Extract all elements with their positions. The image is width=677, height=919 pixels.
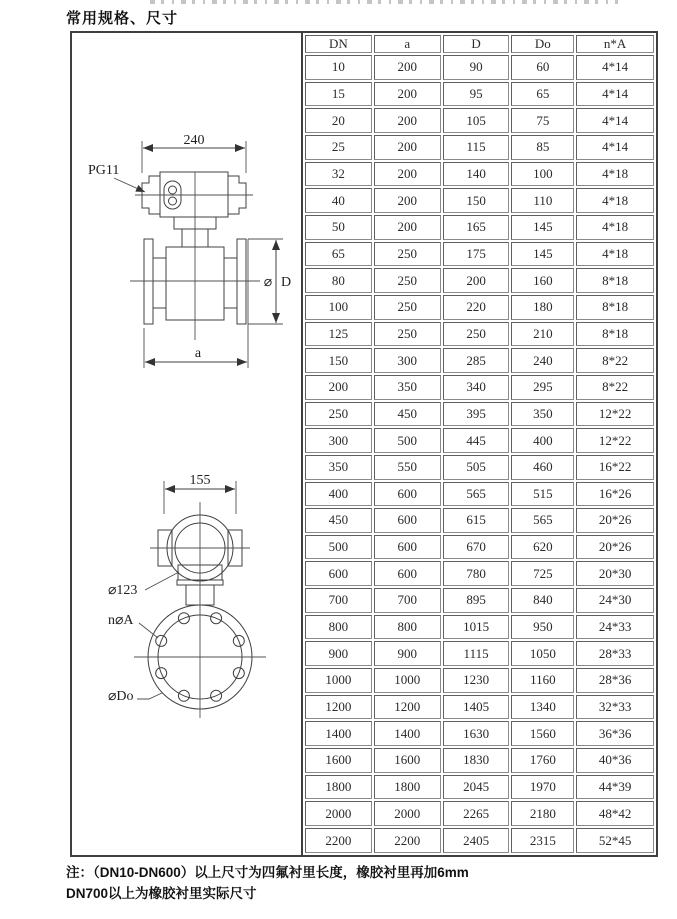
table-cell: 295 xyxy=(511,375,574,400)
table-cell: 200 xyxy=(374,55,441,80)
table-cell: 100 xyxy=(305,295,372,320)
table-cell: 90 xyxy=(443,55,510,80)
table-cell: 4*14 xyxy=(576,82,654,107)
table-cell: 85 xyxy=(511,135,574,160)
table-row xyxy=(305,135,654,160)
flange-end xyxy=(134,502,266,718)
table-cell: 700 xyxy=(374,588,441,613)
table-cell: 400 xyxy=(511,428,574,453)
dim-240 xyxy=(142,133,246,173)
table-cell: 2405 xyxy=(443,828,510,853)
table-row xyxy=(305,508,654,533)
cable-gland-label xyxy=(88,163,145,192)
table-row xyxy=(305,375,654,400)
table-cell: 4*14 xyxy=(576,108,654,133)
table-cell: 24*30 xyxy=(576,588,654,613)
table-cell: 220 xyxy=(443,295,510,320)
table-cell: 900 xyxy=(374,641,441,666)
table-cell: 1560 xyxy=(511,721,574,746)
table-cell: 450 xyxy=(305,508,372,533)
table-cell: 1050 xyxy=(511,641,574,666)
table-cell: 10 xyxy=(305,55,372,80)
table-cell: 300 xyxy=(305,428,372,453)
table-cell: 600 xyxy=(374,561,441,586)
table-cell: 165 xyxy=(443,215,510,240)
table-row xyxy=(305,695,654,720)
header-row xyxy=(305,35,654,53)
end-view-drawing xyxy=(108,473,266,718)
table-cell: 24*33 xyxy=(576,615,654,640)
table-cell: 840 xyxy=(511,588,574,613)
table-cell: 95 xyxy=(443,82,510,107)
table-cell: 75 xyxy=(511,108,574,133)
content-frame xyxy=(70,31,658,857)
table-row xyxy=(305,322,654,347)
table-cell: 65 xyxy=(511,82,574,107)
table-cell: 52*45 xyxy=(576,828,654,853)
table-cell: 460 xyxy=(511,455,574,480)
table-cell: 1200 xyxy=(305,695,372,720)
table-cell: 2200 xyxy=(374,828,441,853)
table-cell: 340 xyxy=(443,375,510,400)
table-cell: 115 xyxy=(443,135,510,160)
table-cell: 2265 xyxy=(443,801,510,826)
table-cell: 700 xyxy=(305,588,372,613)
table-cell: 300 xyxy=(374,348,441,373)
table-row xyxy=(305,828,654,853)
table-cell: 25 xyxy=(305,135,372,160)
table-cell: 1970 xyxy=(511,775,574,800)
table-cell: 16*22 xyxy=(576,455,654,480)
table-row xyxy=(305,55,654,80)
table-cell: 550 xyxy=(374,455,441,480)
column-header: D xyxy=(443,35,510,53)
table-cell: 1600 xyxy=(374,748,441,773)
table-cell: 285 xyxy=(443,348,510,373)
left-hub xyxy=(153,258,166,308)
table-cell: 50 xyxy=(305,215,372,240)
table-cell: 8*18 xyxy=(576,295,654,320)
table-cell: 200 xyxy=(374,82,441,107)
table-row xyxy=(305,721,654,746)
table-cell: 2000 xyxy=(374,801,441,826)
table-cell: 1760 xyxy=(511,748,574,773)
table-cell: 210 xyxy=(511,322,574,347)
table-cell: 250 xyxy=(374,268,441,293)
table-row xyxy=(305,402,654,427)
table-cell: 200 xyxy=(305,375,372,400)
table-row xyxy=(305,188,654,213)
table-cell: 1115 xyxy=(443,641,510,666)
table-cell: 200 xyxy=(374,135,441,160)
table-cell: 65 xyxy=(305,242,372,267)
table-cell: 8*18 xyxy=(576,268,654,293)
table-cell: 48*42 xyxy=(576,801,654,826)
table-cell: 15 xyxy=(305,82,372,107)
page-title: 常用规格、尺寸 xyxy=(66,10,179,27)
table-row xyxy=(305,615,654,640)
table-cell: 20*30 xyxy=(576,561,654,586)
table-cell: 4*18 xyxy=(576,188,654,213)
bolt-circle-label: ⌀Do xyxy=(108,689,134,704)
footnote-line-2: DN700以上为橡胶衬里实际尺寸 xyxy=(66,886,257,901)
table-cell: 4*18 xyxy=(576,215,654,240)
table-cell: 250 xyxy=(305,402,372,427)
table-row xyxy=(305,482,654,507)
table-cell: 1800 xyxy=(305,775,372,800)
table-cell: 105 xyxy=(443,108,510,133)
table-cell: 1000 xyxy=(305,668,372,693)
table-row xyxy=(305,455,654,480)
table-cell: 60 xyxy=(511,55,574,80)
table-cell: 505 xyxy=(443,455,510,480)
table-cell: 725 xyxy=(511,561,574,586)
table-cell: 240 xyxy=(511,348,574,373)
table-row xyxy=(305,801,654,826)
table-cell: 100 xyxy=(511,162,574,187)
table-row xyxy=(305,242,654,267)
front-view-drawing xyxy=(88,133,291,368)
table-cell: 32 xyxy=(305,162,372,187)
dim-a-label: a xyxy=(194,346,202,361)
table-cell: 615 xyxy=(443,508,510,533)
table-cell: 1630 xyxy=(443,721,510,746)
table-cell: 40*36 xyxy=(576,748,654,773)
table-cell: 28*33 xyxy=(576,641,654,666)
table-cell: 28*36 xyxy=(576,668,654,693)
table-cell: 600 xyxy=(374,482,441,507)
table-cell: 565 xyxy=(443,482,510,507)
table-cell: 80 xyxy=(305,268,372,293)
table-cell: 145 xyxy=(511,215,574,240)
table-cell: 800 xyxy=(305,615,372,640)
table-cell: 780 xyxy=(443,561,510,586)
table-cell: 4*14 xyxy=(576,55,654,80)
terminal-hole xyxy=(169,197,177,205)
table-cell: 250 xyxy=(443,322,510,347)
table-cell: 350 xyxy=(374,375,441,400)
table-cell: 1600 xyxy=(305,748,372,773)
table-cell: 150 xyxy=(305,348,372,373)
table-cell: 150 xyxy=(443,188,510,213)
table-cell: 160 xyxy=(511,268,574,293)
table-cell: 1230 xyxy=(443,668,510,693)
table-cell: 32*33 xyxy=(576,695,654,720)
dim-D xyxy=(248,239,291,324)
table-cell: 175 xyxy=(443,242,510,267)
table-cell: 44*39 xyxy=(576,775,654,800)
table-cell: 4*14 xyxy=(576,135,654,160)
table-cell: 20*26 xyxy=(576,508,654,533)
table-cell: 670 xyxy=(443,535,510,560)
table-cell: 180 xyxy=(511,295,574,320)
table-cell: 250 xyxy=(374,295,441,320)
column-header: a xyxy=(374,35,441,53)
table-cell: 2000 xyxy=(305,801,372,826)
table-cell: 200 xyxy=(374,108,441,133)
table-cell: 1200 xyxy=(374,695,441,720)
table-cell: 900 xyxy=(305,641,372,666)
table-cell: 125 xyxy=(305,322,372,347)
flowmeter-drawing xyxy=(72,33,305,855)
column-header: n*A xyxy=(576,35,654,53)
table-cell: 620 xyxy=(511,535,574,560)
table-cell: 140 xyxy=(443,162,510,187)
table-cell: 4*18 xyxy=(576,162,654,187)
table-cell: 1830 xyxy=(443,748,510,773)
pg11-label: PG11 xyxy=(88,163,120,178)
table-cell: 500 xyxy=(305,535,372,560)
table-cell: 1160 xyxy=(511,668,574,693)
left-flange xyxy=(144,239,153,324)
table-cell: 250 xyxy=(374,242,441,267)
table-row xyxy=(305,588,654,613)
table-cell: 200 xyxy=(374,215,441,240)
table-row xyxy=(305,428,654,453)
table-row xyxy=(305,162,654,187)
table-row xyxy=(305,215,654,240)
table-cell: 36*36 xyxy=(576,721,654,746)
table-cell: 250 xyxy=(374,322,441,347)
spec-table xyxy=(301,31,658,857)
table-cell: 450 xyxy=(374,402,441,427)
table-cell: 16*26 xyxy=(576,482,654,507)
table-cell: 2200 xyxy=(305,828,372,853)
table-row xyxy=(305,668,654,693)
table-row xyxy=(305,561,654,586)
table-row xyxy=(305,535,654,560)
table-row xyxy=(305,348,654,373)
table-cell: 145 xyxy=(511,242,574,267)
table-cell: 800 xyxy=(374,615,441,640)
table-row xyxy=(305,641,654,666)
table-row xyxy=(305,82,654,107)
dim-D-letter: D xyxy=(280,275,292,290)
table-cell: 950 xyxy=(511,615,574,640)
table-cell: 40 xyxy=(305,188,372,213)
table-cell: 445 xyxy=(443,428,510,453)
table-row xyxy=(305,775,654,800)
table-cell: 20 xyxy=(305,108,372,133)
column-header: Do xyxy=(511,35,574,53)
right-flange xyxy=(237,239,246,324)
table-cell: 12*22 xyxy=(576,428,654,453)
table-cell: 1000 xyxy=(374,668,441,693)
bolt-holes-label: n⌀A xyxy=(108,613,134,628)
table-cell: 565 xyxy=(511,508,574,533)
table-cell: 20*26 xyxy=(576,535,654,560)
table-cell: 200 xyxy=(443,268,510,293)
table-cell: 350 xyxy=(305,455,372,480)
table-row xyxy=(305,748,654,773)
table-row xyxy=(305,108,654,133)
table-cell: 515 xyxy=(511,482,574,507)
table-cell: 1400 xyxy=(374,721,441,746)
table-cell: 200 xyxy=(374,162,441,187)
clipped-text-remnant xyxy=(150,0,618,4)
table-row xyxy=(305,295,654,320)
table-cell: 110 xyxy=(511,188,574,213)
footnote-line-1: 注：（DN10-DN600）以上尺寸为四氟衬里长度，橡胶衬里再加6mm xyxy=(66,865,469,880)
table-cell: 1405 xyxy=(443,695,510,720)
dim-155-label: 155 xyxy=(189,473,211,488)
table-cell: 600 xyxy=(374,535,441,560)
table-cell: 8*22 xyxy=(576,375,654,400)
column-header: DN xyxy=(305,35,372,53)
table-cell: 8*18 xyxy=(576,322,654,347)
table-cell: 2315 xyxy=(511,828,574,853)
table-cell: 500 xyxy=(374,428,441,453)
table-cell: 395 xyxy=(443,402,510,427)
table-cell: 1015 xyxy=(443,615,510,640)
footnote xyxy=(66,862,646,904)
dim-D-symbol: ⌀ xyxy=(263,275,273,290)
table-cell: 1800 xyxy=(374,775,441,800)
table-cell: 1340 xyxy=(511,695,574,720)
table-cell: 1400 xyxy=(305,721,372,746)
table-cell: 895 xyxy=(443,588,510,613)
housing-dia-label: ⌀123 xyxy=(108,583,138,598)
right-hub xyxy=(224,258,237,308)
table-row xyxy=(305,268,654,293)
table-cell: 2045 xyxy=(443,775,510,800)
table-cell: 12*22 xyxy=(576,402,654,427)
table-cell: 8*22 xyxy=(576,348,654,373)
table-cell: 600 xyxy=(305,561,372,586)
terminal-hole xyxy=(169,186,177,194)
table-cell: 2180 xyxy=(511,801,574,826)
table-cell: 200 xyxy=(374,188,441,213)
table-cell: 4*18 xyxy=(576,242,654,267)
table-cell: 350 xyxy=(511,402,574,427)
table-cell: 400 xyxy=(305,482,372,507)
dim-240-label: 240 xyxy=(183,133,205,148)
table-cell: 600 xyxy=(374,508,441,533)
